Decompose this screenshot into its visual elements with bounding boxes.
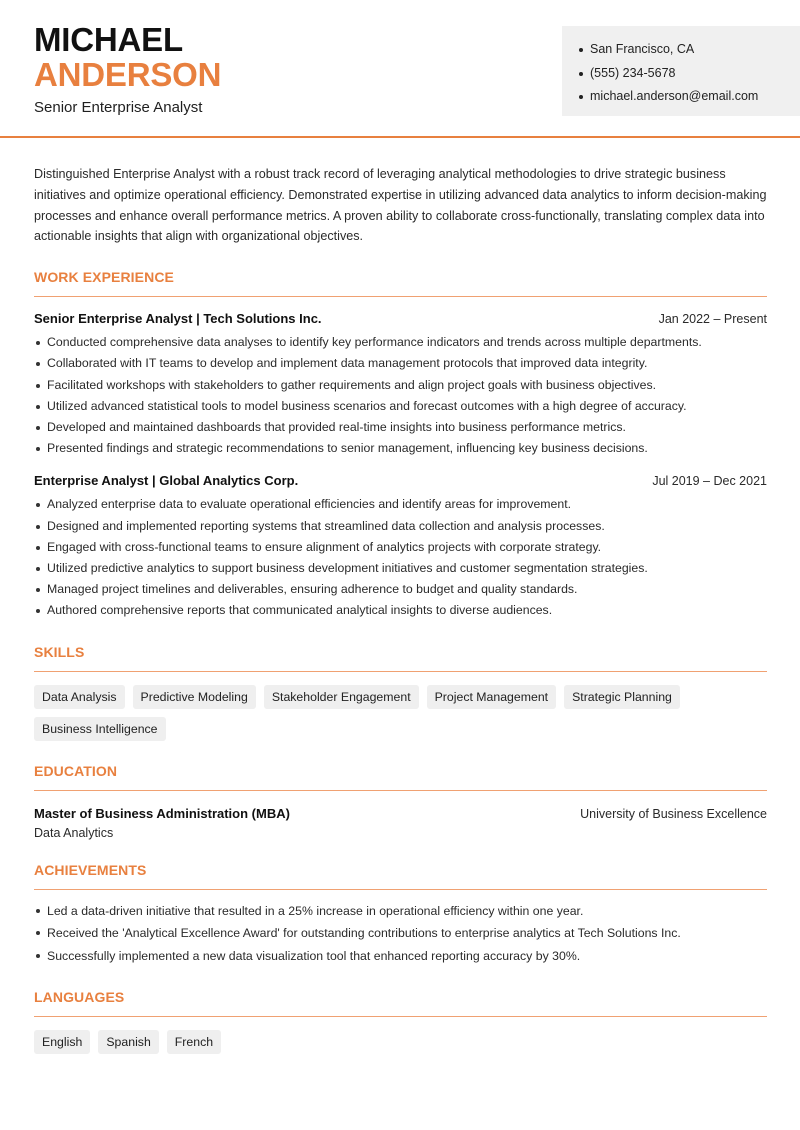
skill-tag: Predictive Modeling: [133, 685, 256, 709]
section-title-skills: SKILLS: [34, 643, 85, 660]
skill-tag: Business Intelligence: [34, 717, 166, 741]
job-bullet: Managed project timelines and deliverables, ensuring adherence to budget and quality standards.: [34, 579, 767, 600]
section-title-achievements: ACHIEVEMENTS: [34, 861, 147, 878]
job-bullet: Utilized predictive analytics to support business development initiatives and customer segmentation strategies.: [34, 558, 767, 579]
achievement-item: Received the 'Analytical Excellence Award' for outstanding contributions to enterprise analytics at Tech Solutions Inc.: [34, 922, 767, 945]
job-entry: [34, 473, 767, 621]
job-bullet: Analyzed enterprise data to evaluate operational efficiencies and identify areas for improvement.: [34, 494, 767, 515]
languages-list: [34, 1030, 767, 1054]
education-school: University of Business Excellence: [580, 806, 767, 821]
language-tag: English: [34, 1030, 90, 1054]
job-bullet: Engaged with cross-functional teams to ensure alignment of analytics projects with corporate strategy.: [34, 537, 767, 558]
section-divider: [34, 1016, 767, 1017]
skill-tag: Strategic Planning: [564, 685, 680, 709]
job-dates: Jan 2022 – Present: [658, 312, 767, 327]
job-bullet: Presented findings and strategic recommendations to senior management, influencing key business decisions.: [34, 438, 767, 459]
job-dates: Jul 2019 – Dec 2021: [652, 474, 767, 489]
job-title: Senior Enterprise Analyst | Tech Solutions Inc.: [34, 311, 322, 327]
resume-content: [34, 164, 767, 1054]
contact-phone: (555) 234-5678: [590, 62, 800, 86]
section-divider: [34, 790, 767, 791]
achievement-item: Led a data-driven initiative that resulted in a 25% increase in operational efficiency within one year.: [34, 900, 767, 923]
section-title-work: WORK EXPERIENCE: [34, 269, 174, 286]
section-divider: [34, 671, 767, 672]
section-title-education: EDUCATION: [34, 762, 118, 779]
job-bullet: Developed and maintained dashboards that provided real-time insights into business performance metrics.: [34, 417, 767, 438]
last-name: ANDERSON: [34, 56, 222, 93]
job-bullet: Authored comprehensive reports that communicated analytical insights to diverse audiences.: [34, 600, 767, 621]
language-tag: French: [167, 1030, 221, 1054]
job-bullet: Collaborated with IT teams to develop and implement data management protocols that improved data integrity.: [34, 353, 767, 374]
skills-list: [34, 685, 767, 741]
job-title-headline: Senior Enterprise Analyst: [34, 99, 203, 116]
job-bullet: Facilitated workshops with stakeholders to gather requirements and align project goals with business objectives.: [34, 375, 767, 396]
job-entry: [34, 311, 767, 459]
candidate-name: [34, 22, 221, 92]
section-title-languages: LANGUAGES: [34, 989, 125, 1006]
job-bullet: Utilized advanced statistical tools to model business scenarios and forecast outcomes with a high degree of accuracy.: [34, 396, 767, 417]
skill-tag: Stakeholder Engagement: [264, 685, 419, 709]
resume-header: [0, 0, 800, 138]
skill-tag: Data Analysis: [34, 685, 125, 709]
education-field: Data Analytics: [34, 825, 114, 840]
job-bullet: Designed and implemented reporting systems that streamlined data collection and analysis processes.: [34, 516, 767, 537]
section-divider: [34, 889, 767, 890]
contact-box: [562, 26, 800, 116]
contact-email[interactable]: michael.anderson@email.com: [590, 85, 800, 109]
education-entry: [34, 806, 767, 840]
skill-tag: Project Management: [427, 685, 556, 709]
achievement-item: Successfully implemented a new data visualization tool that enhanced reporting accuracy by 30%.: [34, 945, 767, 968]
achievements-list: [34, 900, 767, 968]
job-title: Enterprise Analyst | Global Analytics Corp.: [34, 473, 299, 489]
job-bullet: Conducted comprehensive data analyses to identify key performance indicators and trends across multiple departments.: [34, 332, 767, 353]
section-divider: [34, 296, 767, 297]
contact-location: San Francisco, CA: [590, 38, 800, 62]
summary-paragraph: Distinguished Enterprise Analyst with a robust track record of leveraging analytical methodologies to drive strategic business initiatives and optimize operational efficiency. Demonstrated expertise in utilizing advanced data analytics to inform decision-making processes and enhance overall performance metrics. A proven ability to collaborate cross-functionally, translating complex data into actionable insights that align with organizational objectives.: [34, 167, 767, 244]
language-tag: Spanish: [98, 1030, 158, 1054]
first-name: MICHAEL: [34, 21, 183, 58]
education-degree: Master of Business Administration (MBA): [34, 805, 290, 821]
